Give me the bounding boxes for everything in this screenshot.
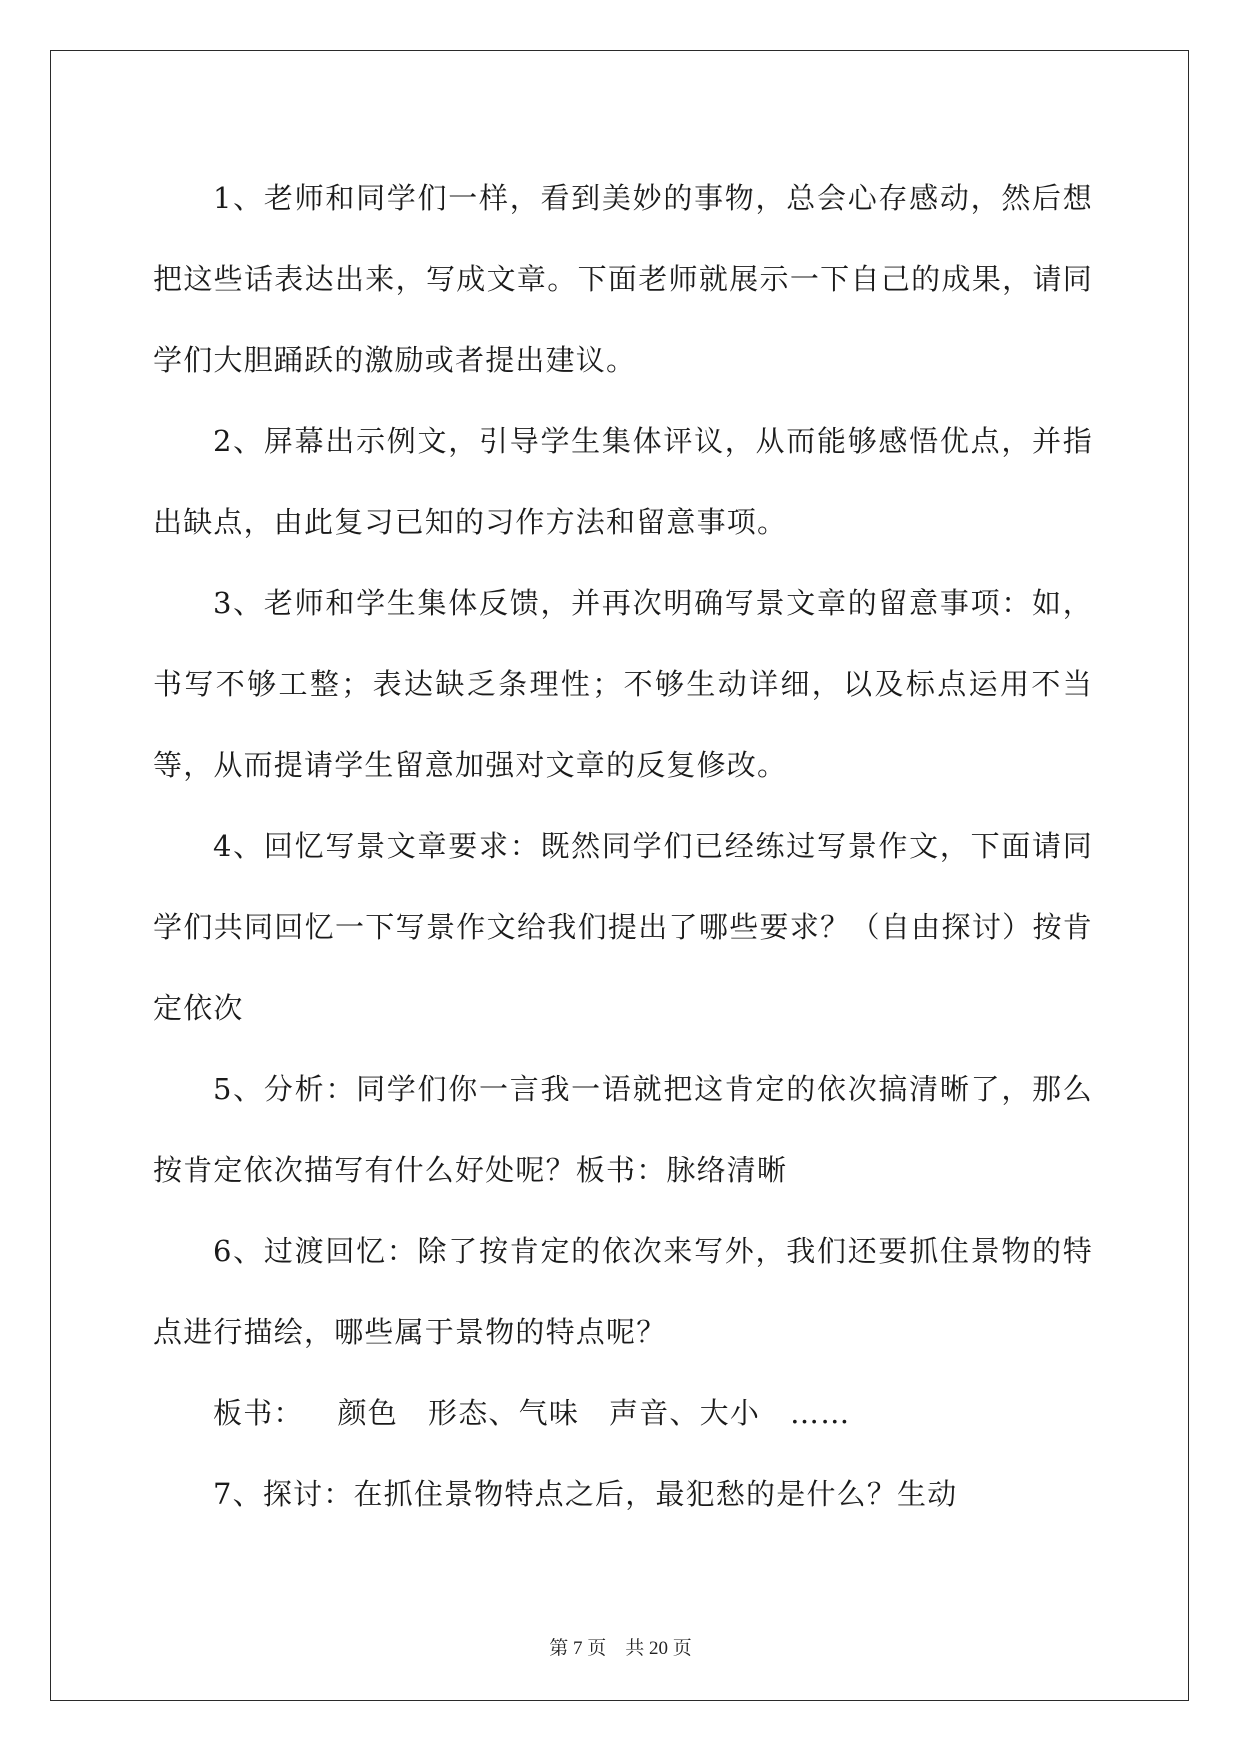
paragraph-5: 5、分析：同学们你一言我一语就把这肯定的依次搞清晰了，那么按肯定依次描写有什么好处呢？板书：脉络清晰 (153, 1072, 1093, 1187)
paragraph-1: 1、老师和同学们一样，看到美妙的事物，总会心存感动，然后想把这些话表达出来，写成文章。下面老师就展示一下自己的成果，请同学们大胆踊跃的激励或者提出建议。 (153, 181, 1093, 377)
board-item-ellipsis: …… (790, 1396, 851, 1430)
board-item-shape: 形态、气味 (428, 1396, 580, 1430)
board-label: 板书： (213, 1396, 304, 1430)
page-footer (0, 1633, 1241, 1660)
paragraph-7: 7、探讨：在抓住景物特点之后，最犯愁的是什么？生动 (213, 1477, 958, 1511)
page-total: 共 20 页 (625, 1638, 692, 1659)
document-body (153, 158, 1093, 1535)
board-item-color: 颜色 (337, 1396, 399, 1430)
page-number: 第 7 页 (549, 1638, 607, 1659)
paragraph-3: 3、老师和学生集体反馈，并再次明确写景文章的留意事项：如，书写不够工整；表达缺乏条理性；不够生动详细，以及标点运用不当等，从而提请学生留意加强对文章的反复修改。 (153, 586, 1093, 782)
board-line (153, 1373, 1093, 1454)
board-item-sound: 声音、大小 (609, 1396, 761, 1430)
paragraph-2: 2、屏幕出示例文，引导学生集体评议，从而能够感悟优点，并指出缺点，由此复习已知的习作方法和留意事项。 (153, 424, 1093, 539)
paragraph-6: 6、过渡回忆：除了按肯定的依次来写外，我们还要抓住景物的特点进行描绘，哪些属于景物的特点呢？ (153, 1234, 1093, 1349)
paragraph-4: 4、回忆写景文章要求：既然同学们已经练过写景作文，下面请同学们共同回忆一下写景作文给我们提出了哪些要求？（自由探讨）按肯定依次 (153, 829, 1093, 1025)
